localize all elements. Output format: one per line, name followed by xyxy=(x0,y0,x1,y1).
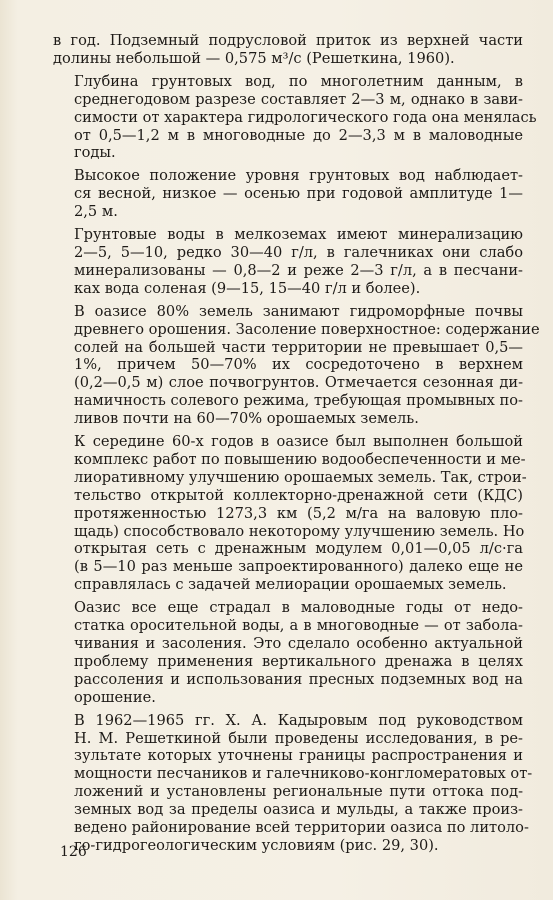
text-line: Грунтовые воды в мелкоземах имеют минерализацию xyxy=(74,226,523,244)
paragraph xyxy=(53,72,537,163)
text-line: (0,2—0,5 м) слое почвогрунтов. Отмечается сезонная ди- xyxy=(74,374,523,392)
paragraph xyxy=(53,302,540,428)
body-text xyxy=(53,32,540,860)
page-number: 126 xyxy=(60,844,87,860)
text-line: протяженностью 1273,3 км (5,2 м/га на валовую пло- xyxy=(74,504,523,522)
text-line: В 1962—1965 гг. Х. А. Кадыровым под руководством xyxy=(74,711,523,729)
text-line: рассоления и использования пресных подземных вод на xyxy=(74,670,523,688)
paragraph xyxy=(53,599,523,706)
text-line: щадь) способствовало некоторому улучшению земель. Но xyxy=(74,522,525,540)
text-line: 2—5, 5—10, редко 30—40 г/л, в галечниках они слабо xyxy=(74,243,523,261)
text-line: симости от характера гидрологического года она менялась xyxy=(74,108,537,126)
paragraph xyxy=(53,711,533,855)
text-line: мощности песчаников и галечниково-конгломератовых от- xyxy=(74,765,533,783)
text-line: солей на большей части территории не превышает 0,5— xyxy=(74,338,523,356)
text-line: лиоративному улучшению орошаемых земель. Так, строи- xyxy=(74,468,527,486)
text-line: справлялась с задачей мелиорации орошаемых земель. xyxy=(74,576,507,594)
paragraph xyxy=(53,32,523,68)
paragraph xyxy=(53,167,523,221)
text-line: тельство открытой коллекторно-дренажной сети (КДС) xyxy=(74,486,523,504)
text-line: го-гидрогеологическим условиям (рис. 29, 30). xyxy=(74,836,439,854)
text-line: в год. Подземный подрусловой приток из верхней части xyxy=(53,32,523,49)
text-line: ках вода соленая (9—15, 15—40 г/л и более). xyxy=(74,279,421,297)
text-line: ся весной, низкое — осенью при годовой амплитуде 1— xyxy=(74,185,523,203)
text-line: ведено районирование всей территории оазиса по литоло- xyxy=(74,819,529,837)
paragraph xyxy=(53,433,527,594)
text-line: (в 5—10 раз меньше запроектированного) далеко еще не xyxy=(74,558,523,576)
text-line: орошение. xyxy=(74,688,156,706)
text-line: зультате которых уточнены границы распространения и xyxy=(74,747,523,765)
text-line: ливов почти на 60—70% орошаемых земель. xyxy=(74,410,419,428)
text-line: земных вод за пределы оазиса и мульды, а также произ- xyxy=(74,801,523,819)
text-line: годы. xyxy=(74,144,116,162)
text-line: среднегодовом разрезе составляет 2—3 м, однако в зави- xyxy=(74,90,523,108)
text-line: В оазисе 80% земель занимают гидроморфные почвы xyxy=(74,302,523,320)
text-line: древнего орошения. Засоление поверхностное: содержание xyxy=(74,320,540,338)
text-line: 2,5 м. xyxy=(74,203,118,221)
text-line: комплекс работ по повышению водообеспеченности и ме- xyxy=(74,450,526,468)
text-line: долины небольшой — 0,575 м³/с (Решеткина, 1960). xyxy=(53,49,455,67)
paragraph xyxy=(53,226,523,298)
text-line: К середине 60-х годов в оазисе был выполнен большой xyxy=(74,433,523,451)
text-line: Оазис все еще страдал в маловодные годы от недо- xyxy=(74,599,523,617)
text-line: минерализованы — 0,8—2 и реже 2—3 г/л, а в песчани- xyxy=(74,261,523,279)
text-line: 1%, причем 50—70% их сосредоточено в верхнем xyxy=(74,356,523,374)
text-line: Н. М. Решеткиной были проведены исследования, в ре- xyxy=(74,729,523,747)
text-line: Высокое положение уровня грунтовых вод наблюдает- xyxy=(74,167,523,185)
text-line: от 0,5—1,2 м в многоводные до 2—3,3 м в маловодные xyxy=(74,126,523,144)
text-line: статка оросительной воды, а в многоводные — от забола- xyxy=(74,617,523,635)
text-line: Глубина грунтовых вод, по многолетним данным, в xyxy=(74,72,523,90)
text-line: открытая сеть с дренажным модулем 0,01—0,05 л/с·га xyxy=(74,540,523,558)
text-line: проблему применения вертикального дренажа в целях xyxy=(74,652,523,670)
text-line: чивания и засоления. Это сделало особенно актуальной xyxy=(74,635,523,652)
text-line: намичность солевого режима, требующая промывных по- xyxy=(74,392,523,410)
text-line: ложений и установлены региональные пути оттока под- xyxy=(74,783,523,801)
